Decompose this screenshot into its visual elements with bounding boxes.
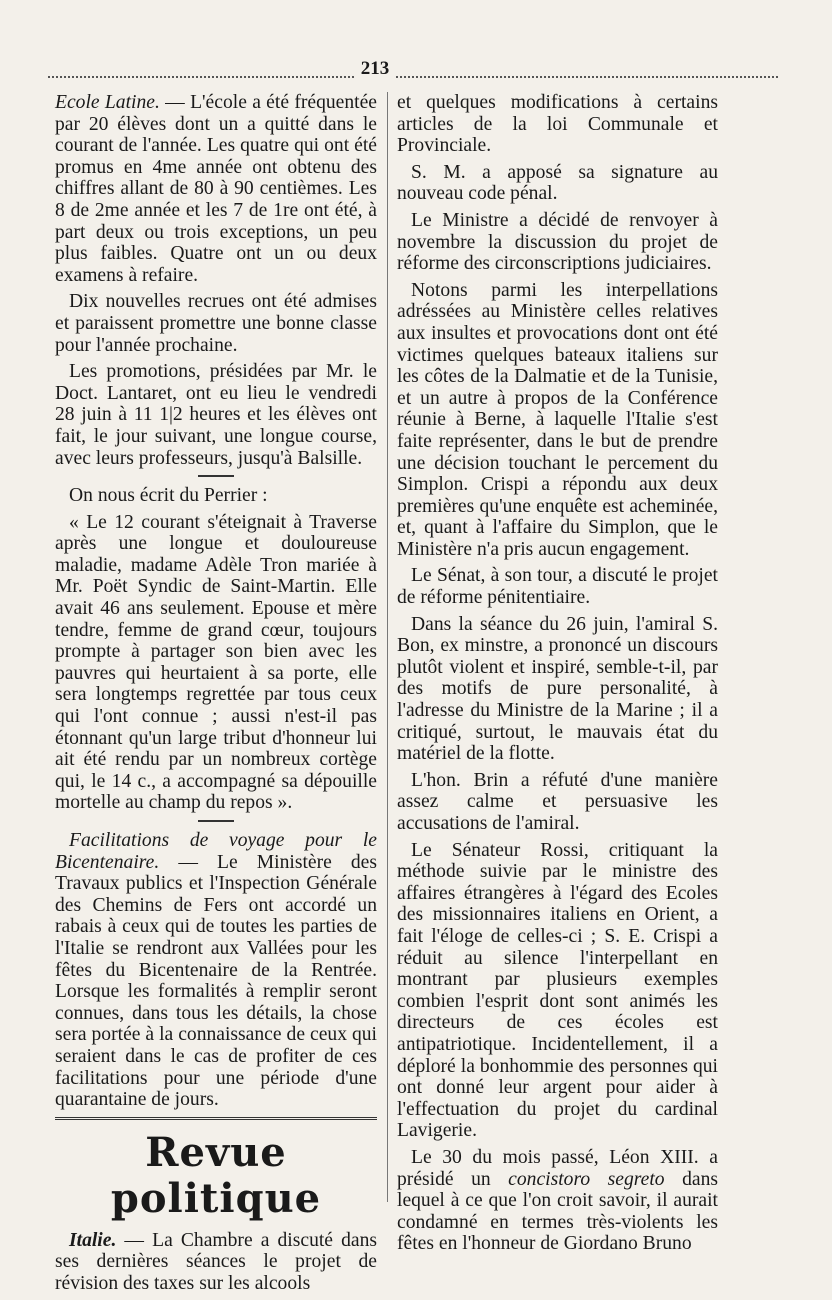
short-divider xyxy=(198,820,234,822)
right-column xyxy=(397,92,718,1260)
leon-xiii-text-end: dans lequel à ce que l'on croit savoir, il aurait condamné en termes très-violents les fêtes en l'honneur de Giordano Bruno xyxy=(397,1168,718,1255)
concistoro-segreto-italic: concistoro segreto xyxy=(508,1168,665,1190)
perrier-obituary-paragraph: « Le 12 courant s'éteignait à Traverse après une longue et douloureuse maladie, madame Adèle Tron mariée à Mr. Poët Syndic de Saint-Martin. Elle avait 46 ans seulement. Epouse et mère tendre, femme de grand cœur, toujours prompte à partager son bien avec les pauvres qui heurtaient à sa porte, elle sera longtemps regrettée par tous ceux qui l'ont connue ; aussi n'est-il pas étonnant qu'un large tribut d'honneur lui ait été rendu par un nombreux cortège qui, le 14 c., a accompagné sa dépouille mortelle au champ du repos ». xyxy=(55,511,377,814)
revue-politique-heading: Revue politique xyxy=(110,1128,322,1222)
facilitations-title: Facilitations de voyage pour le Bicentenaire. xyxy=(55,830,377,873)
ecole-promotions-paragraph: Les promotions, présidées par Mr. le Doct. Lantaret, ont eu lieu le vendredi 28 juin à 11 1|2 heures et les élèves ont fait, le jour suivant, une longue course, avec leurs professeurs, jusqu'à Balsille. xyxy=(55,361,377,469)
right-paragraph-4: Notons parmi les interpellations adréssées au Ministère celles relatives aux insultes et provocations dont ont été victimes quelques bateaux italiens sur les côtes de la Dalmatie et de la Tunisie, et un autre à propos de la Conférence réunie à Berne, à laquelle l'Italie s'est faite représenter, dans le but de prendre une décision touchant le percement du Simplon. Crispi a répondu aux deux premières qu'une enquête est acheminée, et, quant à l'affaire du Simplon, que le Ministère n'a pris aucun engagement. xyxy=(397,279,718,560)
italie-label: Italie. xyxy=(69,1229,117,1251)
right-paragraph-7: L'hon. Brin a réfuté d'une manière assez calme et persuasive les accusations de l'amiral. xyxy=(397,769,718,834)
right-paragraph-8: Le Sénateur Rossi, critiquant la méthode suivie par le ministre des affaires étrangères à l'égard des Ecoles des missionnaires italiens en Orient, a fait l'éloge de celles-ci ; S. E. Crispi a réduit au silence l'interpellant en montrant par plusieurs exemples combien l'esprit dont sont animés les directeurs de ces écoles est antipatriotique. Incidentellement, il a déploré la bonhommie des personnes qui ont donné leur argent pour aider à l'effectuation du projet du cardinal Lavigerie. xyxy=(397,839,718,1142)
ecole-latine-paragraph xyxy=(55,92,377,286)
leon-xiii-text-start: Le 30 du mois passé, Léon XIII. a présidé un xyxy=(397,1146,718,1190)
right-paragraph-3: Le Ministre a décidé de renvoyer à novembre la discussion du projet de réforme des circonscriptions judiciaires. xyxy=(397,209,718,275)
column-divider xyxy=(387,92,388,1202)
right-paragraph-1: et quelques modifications à certains articles de la loi Communale et Provinciale. xyxy=(397,92,718,157)
short-divider xyxy=(198,475,234,477)
left-column xyxy=(55,92,377,1300)
right-paragraph-6: Dans la séance du 26 juin, l'amiral S. Bon, ex minstre, a prononcé un discours plutôt violent et inspiré, semble-t-il, par des motifs de pure personalité, à l'adresse du Ministre de la Marine ; il a critiqué, surtout, le mauvais état du matériel de la flotte. xyxy=(397,613,718,765)
italie-text: — La Chambre a discuté dans ses dernières séances le projet de révision des taxes sur les alcools xyxy=(55,1229,377,1294)
perrier-intro: On nous écrit du Perrier : xyxy=(69,485,268,507)
ecole-latine-text: — L'école a été fréquentée par 20 élèves dont un a quitté dans le courant de l'année. Les quatre qui ont été promus en 4me année ont obtenu des chiffres allant de 80 à 90 centièmes. Les 8 de 2me année et les 7 de 1re ont été, à part deux ou trois exceptions, un peu plus faibles. Quatre ont un ou deux examens à refaire. xyxy=(55,92,377,286)
facilitations-paragraph xyxy=(55,830,377,1111)
right-paragraph-5: Le Sénat, à son tour, a discuté le projet de réforme pénitentiaire. xyxy=(397,565,718,609)
header-dotted-rule xyxy=(48,76,778,78)
page-number: 213 xyxy=(355,58,395,80)
section-double-rule xyxy=(55,1117,377,1120)
ecole-latine-title: Ecole Latine. xyxy=(55,92,160,113)
ecole-recrues-paragraph: Dix nouvelles recrues ont été admises et paraissent promettre une bonne classe pour l'année prochaine. xyxy=(55,291,377,356)
right-paragraph-2: S. M. a apposé sa signature au nouveau code pénal. xyxy=(397,161,718,205)
right-paragraph-9 xyxy=(397,1147,718,1255)
italie-paragraph xyxy=(55,1230,377,1295)
facilitations-text: — Le Ministère des Travaux publics et l'Inspection Générale des Chemins de Fers ont accordé un rabais à ceux qui de toutes les parties de l'Italie se rendront aux Vallées pour les fêtes du Bicentenaire de la Rentrée. Lorsque les formalités à remplir seront connues, dans tous les détails, la chose sera portée à la connaissance de ceux qui seraient dans le cas de profiter de ces facilitations pour une période d'une quarantaine de jours. xyxy=(55,851,377,1111)
